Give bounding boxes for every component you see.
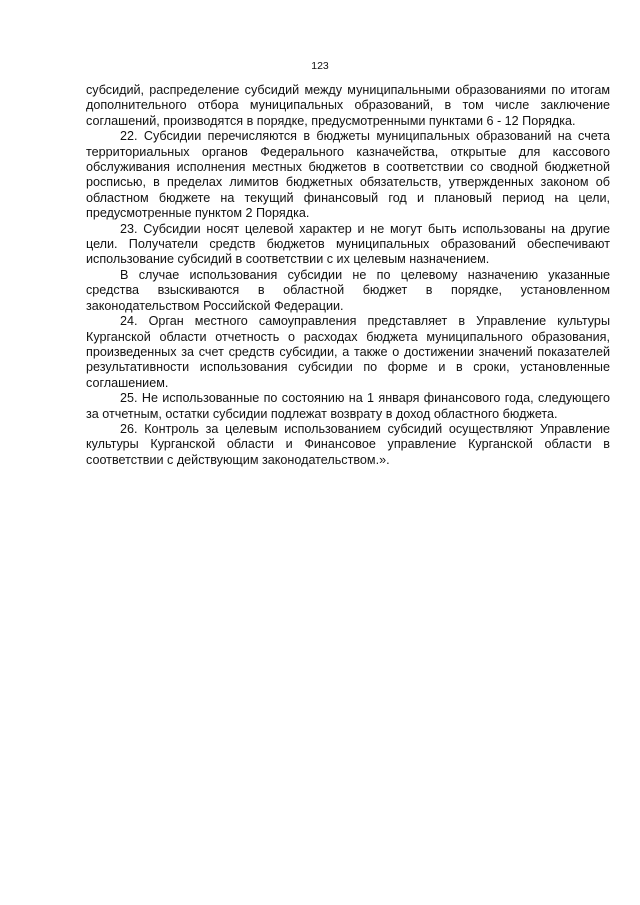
paragraph-23: 23. Субсидии носят целевой характер и не могут быть использованы на другие цели. Получатели средств бюджетов муниципальных образований обеспечивают использование субсидий в соответствии с их целевым назначением. — [86, 221, 610, 267]
document-body — [86, 83, 610, 468]
page-number: 123 — [311, 60, 329, 72]
paragraph-23-misuse: В случае использования субсидии не по целевому назначению указанные средства взыскиваются в областной бюджет в порядке, установленном законодательством Российской Федерации. — [86, 267, 610, 313]
paragraph-24: 24. Орган местного самоуправления представляет в Управление культуры Курганской области отчетность о расходах бюджета муниципального образования, произведенных за счет средств субсидии, а также о достижении значений показателей результативности использования субсидии по форме и в сроки, установленные соглашением. — [86, 314, 610, 390]
paragraph-25: 25. Не использованные по состоянию на 1 января финансового года, следующего за отчетным, остатки субсидии подлежат возврату в доход областного бюджета. — [86, 391, 610, 421]
paragraph-continuation: субсидий, распределение субсидий между муниципальными образованиями по итогам дополнительного отбора муниципальных образований, в том числе заключение соглашений, производятся в порядке, предусмотренными пунктами 6 - 12 Порядка. — [86, 83, 610, 128]
paragraph-22: 22. Субсидии перечисляются в бюджеты муниципальных образований на счета территориальных органов Федерального казначейства, открытые для кассового обслуживания исполнения местных бюджетов в соответствии со сводной бюджетной росписью, в пределах лимитов бюджетных обязательств, утвержденных законом об областном бюджете на текущий финансовый год и плановый период на цели, предусмотренные пунктом 2 Порядка. — [86, 129, 610, 221]
paragraph-26: 26. Контроль за целевым использованием субсидий осуществляют Управление культуры Курганской области и Финансовое управление Курганской области в соответствии с действующим законодательством.». — [86, 421, 610, 467]
